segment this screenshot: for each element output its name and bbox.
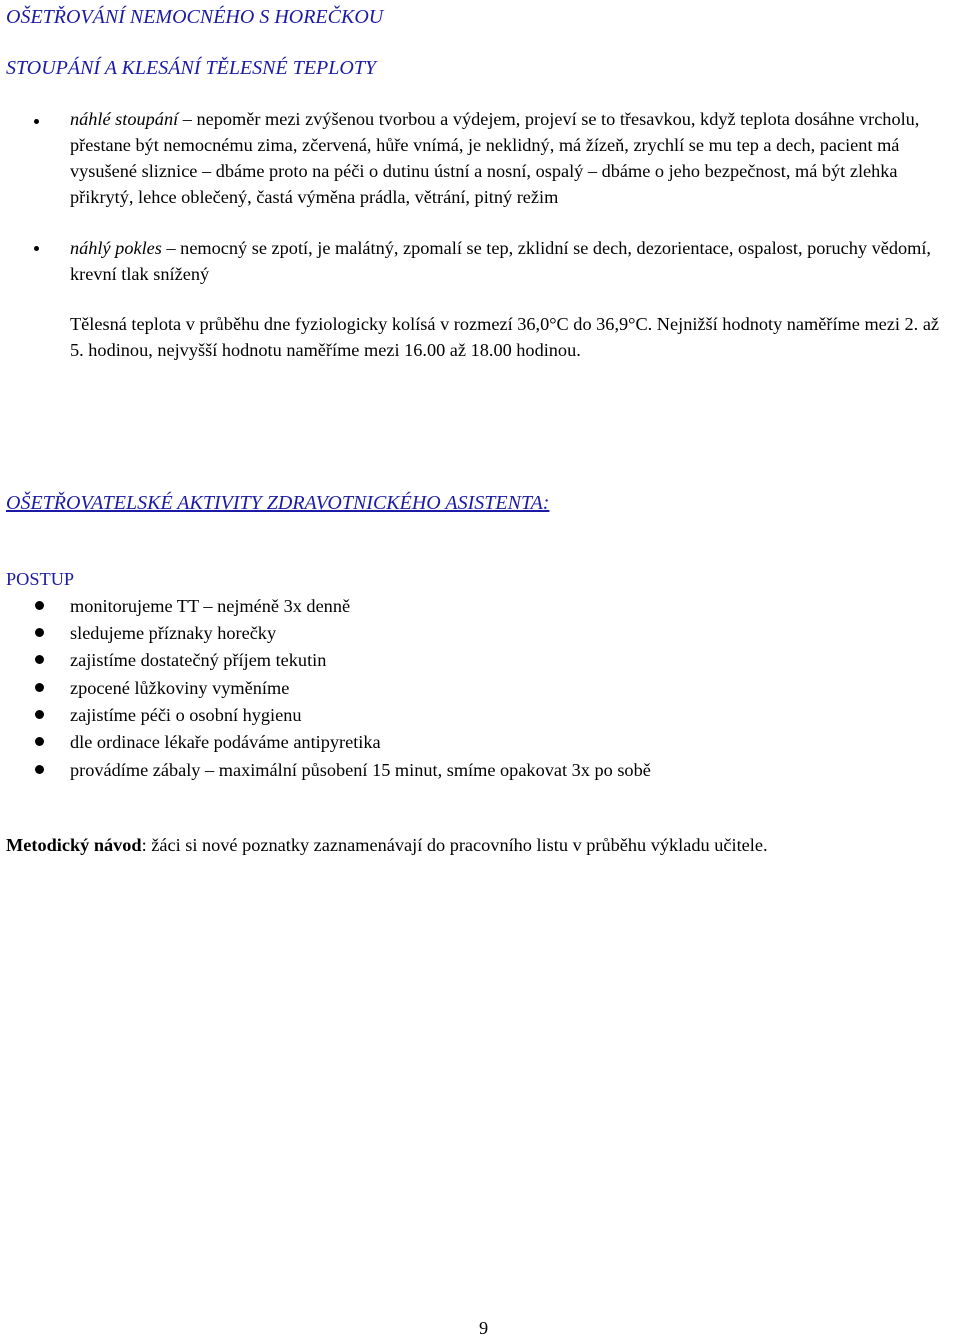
bullet-dot [35, 683, 44, 692]
postup-item: zajistíme dostatečný příjem tekutin [70, 650, 327, 670]
postup-item: monitorujeme TT – nejméně 3x denně [70, 596, 351, 616]
bullet-dot [34, 119, 39, 124]
method-text: : žáci si nové poznatky zaznamenávají do pracovního listu v průběhu výkladu učitele. [141, 835, 768, 855]
phase-text: – nemocný se zpotí, je malátný, zpomalí se tep, zklidní se dech, dezorientace, ospalost, poruchy vědomí, krevní tlak snížený [70, 238, 931, 284]
method-note [6, 833, 768, 857]
phase-term: náhlé stoupání [70, 109, 179, 129]
document-title: OŠETŘOVÁNÍ NEMOCNÉHO S HOREČKOU [6, 6, 384, 28]
phase-term: náhlý pokles [70, 238, 162, 258]
bullet-dot [35, 737, 44, 746]
page-number: 9 [479, 1318, 489, 1338]
activities-heading: OŠETŘOVATELSKÉ AKTIVITY ZDRAVOTNICKÉHO ASISTENTA: [6, 492, 550, 514]
postup-item: zpocené lůžkoviny vyměníme [70, 678, 290, 698]
phase-drop-item [70, 235, 955, 287]
temperature-note: Tělesná teplota v průběhu dne fyziologicky kolísá v rozmezí 36,0°C do 36,9°C. Nejnižší hodnoty naměříme mezi 2. až 5. hodinou, nejvyšší hodnotu naměříme mezi 16.00 až 18.00 hodinou. [70, 314, 940, 360]
bullet-dot [35, 655, 44, 664]
postup-item: zajistíme péči o osobní hygienu [70, 705, 302, 725]
phase-text: – nepoměr mezi zvýšenou tvorbou a výdejem, projeví se to třesavkou, když teplota dosáhne vrcholu, přestane být nemocnému zima, zčervená, hůře vnímá, je neklidný, má žízeň, zrychlí se mu tep a dech, pacient má vysušené sliznice – dbáme proto na péči o dutinu ústní a nosní, ospalý – dbáme o jeho bezpečnost, má být zlehka přikrytý, lehce oblečený, častá výměna prádla, větrání, pitný režim [70, 109, 920, 207]
postup-item: sledujeme příznaky horečky [70, 623, 277, 643]
bullet-dot [34, 246, 39, 251]
bullet-dot [35, 601, 44, 610]
bullet-dot [35, 710, 44, 719]
method-label: Metodický návod [6, 835, 142, 855]
phase-rise-item [70, 106, 955, 210]
section-subtitle: STOUPÁNÍ A KLESÁNÍ TĚLESNÉ TEPLOTY [6, 57, 377, 79]
bullet-dot [35, 628, 44, 637]
postup-title: POSTUP [6, 569, 75, 589]
postup-item: dle ordinace lékaře podáváme antipyretika [70, 732, 381, 752]
bullet-dot [35, 765, 44, 774]
postup-item: provádíme zábaly – maximální působení 15 minut, smíme opakovat 3x po sobě [70, 760, 651, 780]
